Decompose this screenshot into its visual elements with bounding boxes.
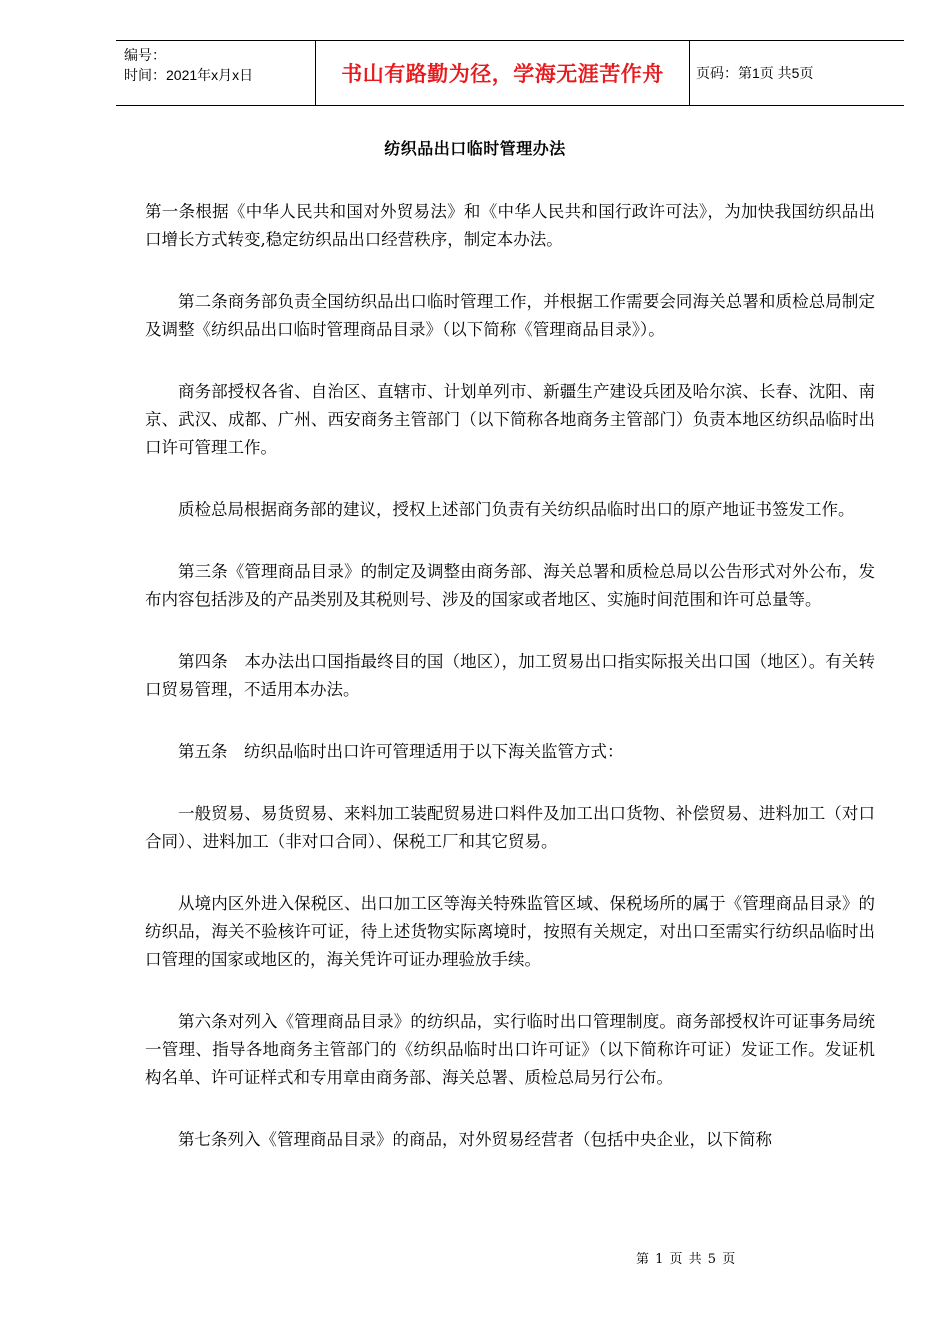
header-meta (116, 41, 316, 105)
number-label: 编号： (124, 47, 166, 63)
document-title: 纺织品出口临时管理办法 (384, 139, 566, 158)
paragraph: 从境内区外进入保税区、出口加工区等海关特殊监管区域、保税场所的属于《管理商品目录》的纺织品，海关不验核许可证，待上述货物实际离境时，按照有关规定，对出口至需实行纺织品临时出口管理的国家或地区的，海关凭许可证办理验放手续。 (145, 894, 875, 969)
paragraph: 第四条 本办法出口国指最终目的国（地区），加工贸易出口指实际报关出口国（地区）。有关转口贸易管理，不适用本办法。 (145, 652, 875, 699)
paragraph: 一般贸易、易货贸易、来料加工装配贸易进口料件及加工出口货物、补偿贸易、进料加工（对口合同）、进料加工（非对口合同）、保税工厂和其它贸易。 (145, 804, 875, 851)
paragraph: 质检总局根据商务部的建议，授权上述部门负责有关纺织品临时出口的原产地证书签发工作。 (178, 500, 855, 519)
document-body (145, 198, 875, 1188)
paragraph: 第七条列入《管理商品目录》的商品，对外贸易经营者（包括中央企业，以下简称 (178, 1130, 772, 1149)
paragraph: 第五条 纺织品临时出口许可管理适用于以下海关监管方式： (178, 742, 624, 761)
paragraph: 商务部授权各省、自治区、直辖市、计划单列市、新疆生产建设兵团及哈尔滨、长春、沈阳、南京、武汉、成都、广州、西安商务主管部门（以下简称各地商务主管部门）负责本地区纺织品临时出口许可管理工作。 (145, 382, 875, 457)
paragraph: 第六条对列入《管理商品目录》的纺织品，实行临时出口管理制度。商务部授权许可证事务局统一管理、指导各地商务主管部门的《纺织品临时出口许可证》（以下简称许可证）发证工作。发证机构名单、许可证样式和专用章由商务部、海关总署、质检总局另行公布。 (145, 1012, 875, 1087)
header-page-info: 页码：第1页 共5页 (696, 65, 814, 81)
header-motto: 书山有路勤为径，学海无涯苦作舟 (316, 41, 690, 105)
paragraph: 第一条根据《中华人民共和国对外贸易法》和《中华人民共和国行政许可法》，为加快我国纺织品出口增长方式转变,稳定纺织品出口经营秩序，制定本办法。 (145, 202, 875, 249)
paragraph: 第三条《管理商品目录》的制定及调整由商务部、海关总署和质检总局以公告形式对外公布，发布内容包括涉及的产品类别及其税则号、涉及的国家或者地区、实施时间范围和许可总量等。 (145, 562, 875, 609)
paragraph: 第二条商务部负责全国纺织品出口临时管理工作，并根据工作需要会同海关总署和质检总局制定及调整《纺织品出口临时管理商品目录》（以下简称《管理商品目录》）。 (145, 292, 875, 339)
page-footer: 第 1 页 共 5 页 (636, 1252, 737, 1267)
document-header (116, 40, 904, 106)
time-label: 时间：2021年x月x日 (124, 67, 254, 83)
